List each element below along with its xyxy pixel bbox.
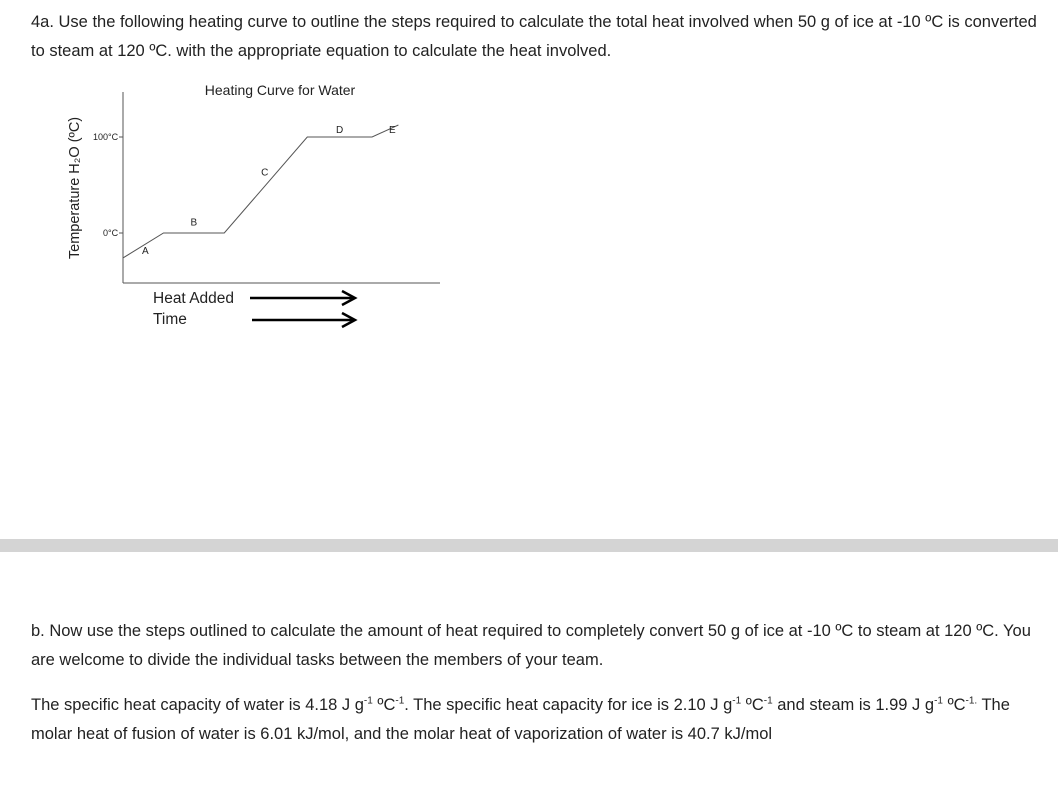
constants-paragraph	[31, 691, 1041, 748]
part-a-question: 4a. Use the following heating curve to outline the steps required to calculate the total heat involved when 50 g of ice at -10 ºC is converted to steam at 120 ºC. with the appropriate equation to calculate the heat involved.	[31, 13, 1037, 60]
exp-6: -1.	[965, 695, 978, 707]
constants-text-7: The molar heat of fusion of water is 6.01 kJ/mol, and the molar heat of vaporization of water is 40.7 kJ/mol	[31, 696, 1010, 743]
segment-label-d: D	[336, 125, 344, 137]
constants-text-2: ºC	[372, 696, 396, 714]
exp-2: -1	[395, 695, 405, 707]
exp-5: -1	[934, 695, 943, 707]
x-label-time: Time	[153, 311, 187, 328]
constants-text-3: . The specific heat capacity for ice is 2.10 J g	[404, 696, 733, 714]
y-tick-100: 100°C	[93, 132, 119, 142]
exp-3: -1	[732, 695, 742, 707]
time-arrow	[252, 313, 355, 327]
segment-label-c: C	[261, 167, 269, 179]
constants-text-6: ºC	[942, 696, 966, 714]
segment-label-b: B	[190, 217, 198, 229]
segment-label-e: E	[388, 125, 396, 137]
constants-text-5: and steam is 1.99 J g	[772, 696, 935, 714]
chart-title: Heating Curve for Water	[204, 82, 356, 98]
heating-curve-line	[123, 125, 398, 258]
part-b-question: b. Now use the steps outlined to calculate the amount of heat required to completely convert 50 g of ice at -10 ºC to steam at 120 ºC. You are welcome to divide the individual tasks between the members of your team.	[31, 622, 1031, 669]
y-axis-label: Temperature H₂O (ºC)	[67, 116, 83, 260]
heat-added-arrow	[250, 291, 355, 305]
exp-4: -1	[763, 695, 773, 707]
x-label-heat-added: Heat Added	[153, 290, 235, 307]
constants-text-1: The specific heat capacity of water is 4.18 J g	[31, 696, 364, 714]
segment-label-a: A	[141, 246, 149, 258]
section-divider	[0, 539, 1058, 552]
exp-1: -1	[363, 695, 373, 707]
y-tick-0: 0°C	[103, 228, 119, 238]
constants-text-4: ºC	[741, 696, 764, 714]
